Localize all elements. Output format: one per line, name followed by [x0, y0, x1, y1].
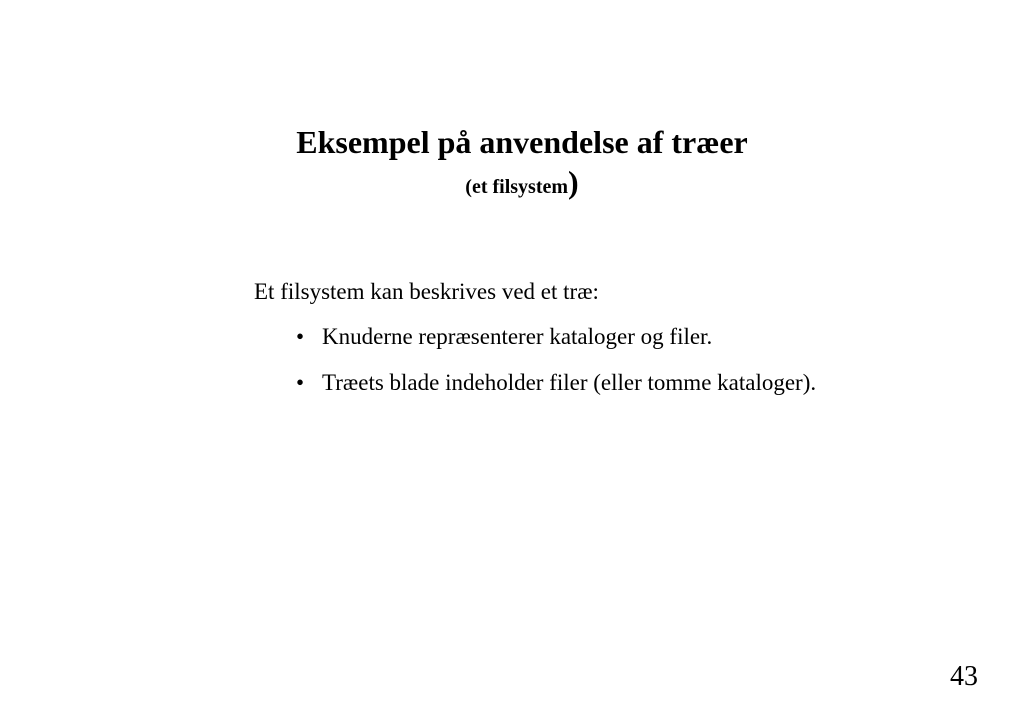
bullet-text: Knuderne repræsenterer kataloger og filer. — [322, 324, 713, 349]
bullet-item — [296, 323, 816, 369]
bullet-text: Træets blade indeholder filer (eller tomme kataloger). — [322, 370, 817, 395]
intro-text: Et filsystem kan beskrives ved et træ: — [254, 279, 599, 304]
slide-subtitle — [0, 164, 1024, 200]
slide-title: Eksempel på anvendelse af træer — [296, 124, 748, 160]
bullet-symbol: • — [296, 370, 305, 395]
subtitle-closing-paren: ) — [568, 164, 579, 200]
page-number: 43 — [950, 661, 978, 692]
bullet-list — [296, 323, 816, 415]
subtitle-text: (et filsystem — [465, 176, 569, 198]
bullet-item — [296, 369, 816, 415]
bullet-symbol: • — [296, 324, 305, 349]
